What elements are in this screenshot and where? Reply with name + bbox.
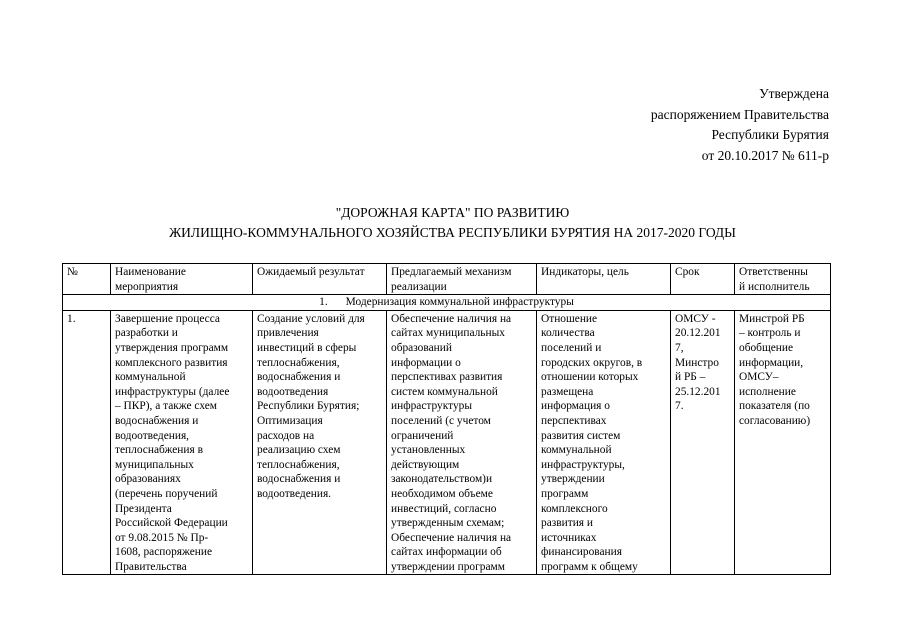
row-indicators: Отношение количества поселений и городских округов, в отношении которых размещена информация о перспективах развития систем коммунальной инфраструктуры, утверждении программ комплексного развития и источниках финансирования программ к общему — [537, 310, 671, 575]
section-heading — [63, 295, 831, 311]
row-mechanism: Обеспечение наличия на сайтах муниципальных образований информации о перспективах развития систем коммунальной инфраструктуры поселений (с учетом ограничений установленных действующим законодательством)и необходимом объеме инвестиций, согласно утвержденным схемам; Обеспечение наличия на сайтах информации об утверждении программ — [387, 310, 537, 575]
header-expected-result: Ожидаемый результат — [253, 264, 387, 295]
approval-line-3: Республики Бурятия — [711, 127, 829, 142]
title-line-1: "ДОРОЖНАЯ КАРТА" ПО РАЗВИТИЮ — [335, 205, 570, 220]
header-indicators: Индикаторы, цель — [537, 264, 671, 295]
section-row — [63, 295, 831, 311]
header-number: № — [63, 264, 111, 295]
approval-line-1: Утверждена — [759, 86, 829, 101]
header-responsible: Ответственны й исполнитель — [735, 264, 831, 295]
row-activity-name: Завершение процесса разработки и утверждения программ комплексного развития коммунальной инфраструктуры (далее – ПКР), а также схем водоснабжения и водоотведения, теплоснабжения в муниципальных образованиях (перечень поручений Президента Российской Федерации от 9.08.2015 № Пр- 1608, распоряжение Правительства — [111, 310, 253, 575]
header-activity-name: Наименование мероприятия — [111, 264, 253, 295]
header-mechanism: Предлагаемый механизм реализации — [387, 264, 537, 295]
section-number: 1. — [319, 296, 328, 309]
roadmap-table — [62, 263, 831, 575]
approval-block — [651, 84, 829, 166]
approval-line-4: от 20.10.2017 № 611-р — [701, 147, 829, 163]
approval-line-2: распоряжением Правительства — [650, 106, 829, 122]
table-header-row — [63, 264, 831, 295]
document-title — [0, 203, 905, 243]
row-term: ОМСУ - 20.12.201 7, Минстро й РБ – 25.12.201 7. — [671, 310, 735, 575]
table-row — [63, 310, 831, 575]
title-line-2: ЖИЛИЩНО-КОММУНАЛЬНОГО ХОЗЯЙСТВА РЕСПУБЛИКИ БУРЯТИЯ НА 2017-2020 ГОДЫ — [169, 225, 736, 240]
section-title: Модернизация коммунальной инфраструктуры — [345, 296, 574, 309]
row-expected-result: Создание условий для привлечения инвестиций в сферы теплоснабжения, водоснабжения и водоотведения Республики Бурятия; Оптимизация расходов на реализацию схем теплоснабжения, водоснабжения и водоотведения. — [253, 310, 387, 575]
header-term: Срок — [671, 264, 735, 295]
row-number: 1. — [63, 310, 111, 575]
row-responsible: Минстрой РБ – контроль и обобщение информации, ОМСУ– исполнение показателя (по согласованию) — [735, 310, 831, 575]
